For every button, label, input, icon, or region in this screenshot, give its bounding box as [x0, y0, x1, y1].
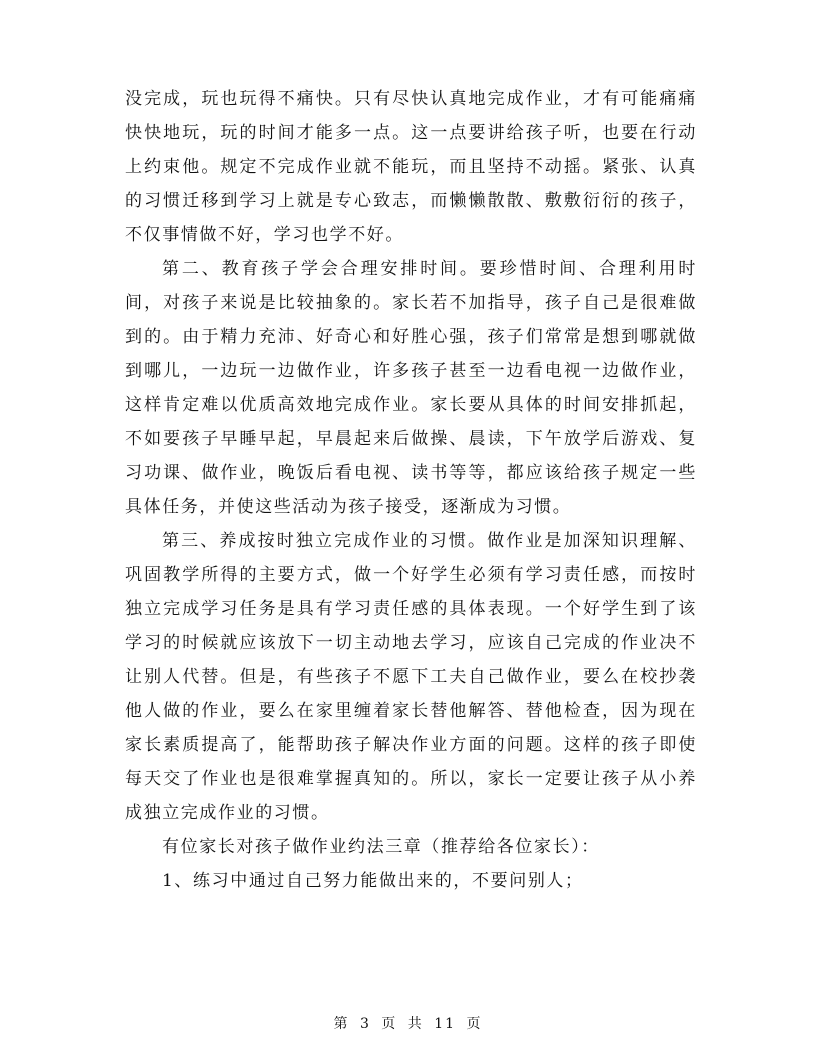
list-item-rule-1: 1、练习中通过自己努力能做出来的，不要问别人； [162, 871, 584, 891]
paragraph-three-rules-intro: 有位家长对孩子做作业约法三章（推荐给各位家长）： [162, 837, 600, 857]
document-body [125, 82, 697, 898]
page-number-footer: 第 3 页 共 11 页 [333, 1016, 483, 1032]
paragraph-time-management: 第二、教育孩子学会合理安排时间。要珍惜时间、合理利用时间，对孩子来说是比较抽象的。家长若不加指导，孩子自己是很难做到的。由于精力充沛、好奇心和好胜心强，孩子们常常是想到哪就做到哪儿，一边玩一边做作业，许多孩子甚至一边看电视一边做作业，这样肯定难以优质高效地完成作业。家长要从具体的时间安排抓起，不如要孩子早睡早起，早晨起来后做操、晨读，下午放学后游戏、复习功课、做作业，晚饭后看电视、读书等等，都应该给孩子规定一些具体任务，并使这些活动为孩子接受，逐渐成为习惯。 [125, 259, 697, 517]
paragraph-continuation: 没完成，玩也玩得不痛快。只有尽快认真地完成作业，才有可能痛痛快快地玩，玩的时间才能多一点。这一点要讲给孩子听，也要在行动上约束他。规定不完成作业就不能玩，而且坚持不动摇。紧张、认真的习惯迁移到学习上就是专心致志，而懒懒散散、敷敷衍衍的孩子，不仅事情做不好，学习也学不好。 [125, 89, 697, 245]
paragraph-independent-homework: 第三、养成按时独立完成作业的习惯。做作业是加深知识理解、巩固教学所得的主要方式，做一个好学生必须有学习责任感，而按时独立完成学习任务是具有学习责任感的具体表现。一个好学生到了该学习的时候就应该放下一切主动地去学习，应该自己完成的作业决不让别人代替。但是，有些孩子不愿下工夫自己做作业，要么在校抄袭他人做的作业，要么在家里缠着家长替他解答、替他检查，因为现在家长素质提高了，能帮助孩子解决作业方面的问题。这样的孩子即使每天交了作业也是很难掌握真知的。所以，家长一定要让孩子从小养成独立完成作业的习惯。 [125, 531, 697, 823]
